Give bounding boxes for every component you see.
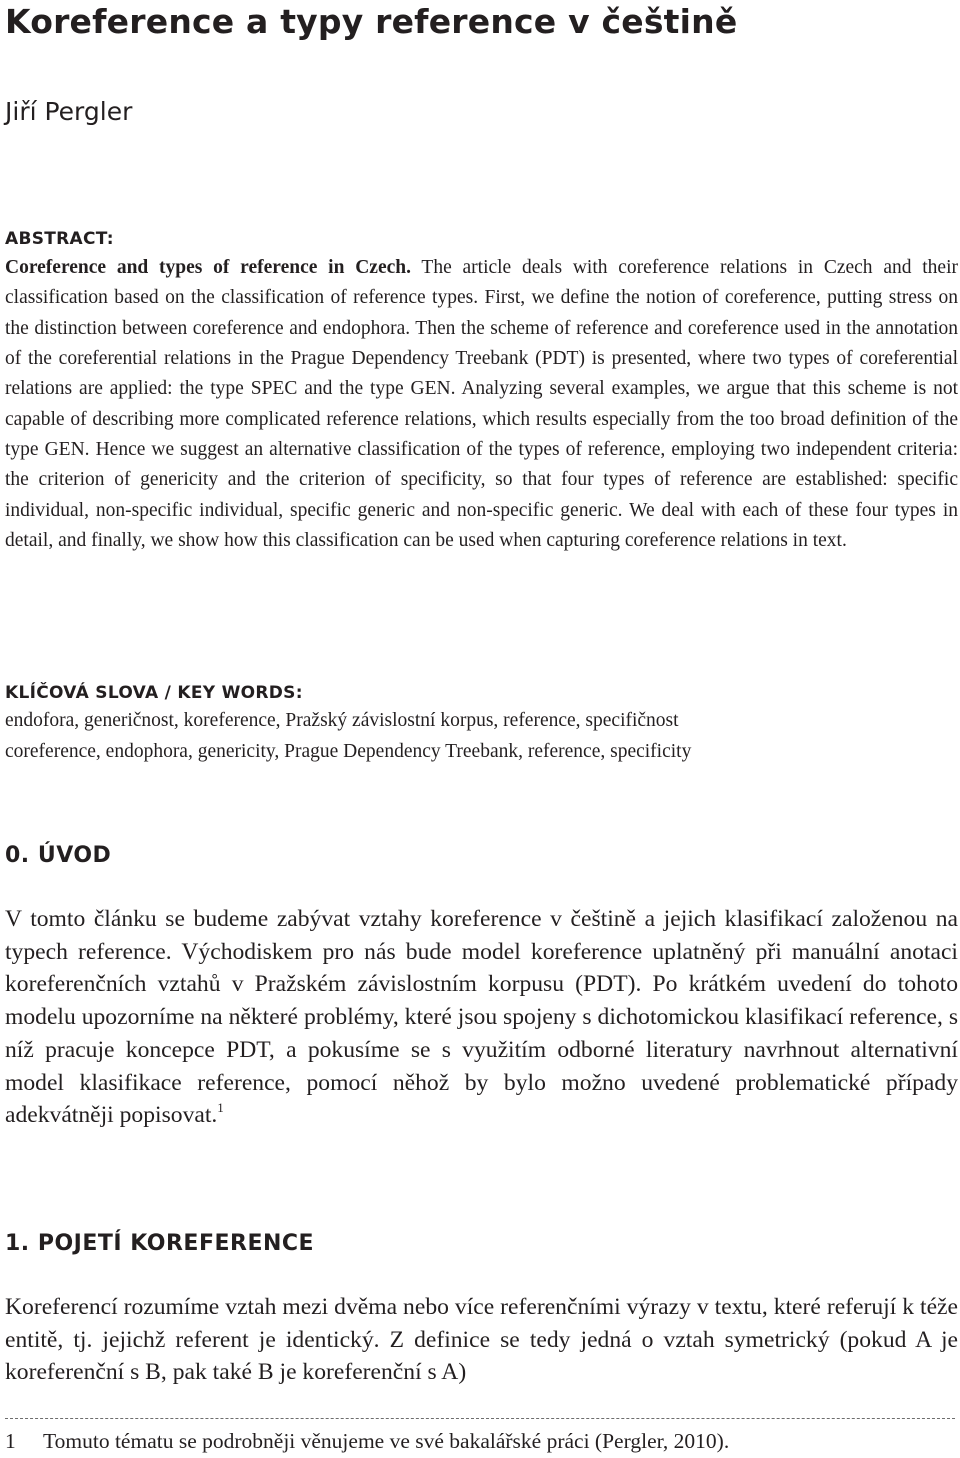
footnote	[5, 1426, 729, 1456]
footnote-text: Tomuto tématu se podrobněji věnujeme ve své bakalářské práci (Pergler, 2010).	[43, 1429, 730, 1453]
paper-title: Koreference a typy reference v češtině	[5, 2, 738, 41]
section-heading-uvod: 0. ÚVOD	[5, 843, 112, 868]
abstract-text	[5, 253, 958, 556]
section-text-uvod	[5, 903, 958, 1132]
keywords-english: coreference, endophora, genericity, Prague Dependency Treebank, reference, specificity	[5, 741, 692, 762]
abstract-lead: Coreference and types of reference in Czech.	[5, 257, 411, 278]
keywords-czech: endofora, generičnost, koreference, Pražský závislostní korpus, reference, specifičnost	[5, 710, 679, 731]
author-name: Jiří Pergler	[5, 97, 133, 126]
section-heading-pojeti-koreference: 1. POJETÍ KOREFERENCE	[5, 1231, 315, 1256]
footnote-divider	[5, 1418, 955, 1419]
section-text-pojeti-koreference: Koreferencí rozumíme vztah mezi dvěma nebo více referenčními výrazy v textu, které referují k téže entitě, tj. jejichž referent je identický. Z definice se tedy jedná o vztah symetrický (pokud A je koreferenční s B, pak také B je koreferenční s A)	[5, 1294, 958, 1386]
footnote-number: 1	[5, 1429, 16, 1453]
section-body-uvod: V tomto článku se budeme zabývat vztahy koreference v češtině a jejich klasifikací založenou na typech reference. Východiskem pro nás bude model koreference uplatněný při manuální anotaci koreferenčních vztahů v Pražském závislostním korpusu (PDT). Po krátkém uvedení do tohoto modelu upozorníme na některé problémy, které jsou spojeny s dichotomickou klasifikací reference, s níž pracuje koncepce PDT, a pokusíme se s využitím odborné literatury navrhnout alternativní model klasifikace reference, pomocí něhož by bylo možno uvedené problematické případy adekvátněji popisovat.	[5, 906, 958, 1129]
footnote-ref[interactable]: 1	[217, 1100, 224, 1116]
abstract-body: The article deals with coreference relations in Czech and their classification based on the classification of reference types. First, we define the notion of coreference, putting stress on the distinction between coreference and endophora. Then the scheme of reference and coreference used in the annotation of the coreferential relations in the Prague Dependency Treebank (PDT) is presented, where two types of coreferential relations are applied: the type SPEC and the type GEN. Analyzing several examples, we argue that this scheme is not capable of describing more complicated reference relations, which results especially from the too broad definition of the type GEN. Hence we suggest an alternative classification of the types of reference, employing two independent criteria: the criterion of genericity and the criterion of specificity, so that four types of reference are established: specific individual, non-specific individual, specific generic and non-specific generic. We deal with each of these four types in detail, and finally, we show how this classification can be used when capturing coreference relations in text.	[5, 257, 958, 552]
keywords-label: KLÍČOVÁ SLOVA / KEY WORDS:	[5, 683, 303, 703]
abstract-label: ABSTRACT:	[5, 229, 114, 249]
